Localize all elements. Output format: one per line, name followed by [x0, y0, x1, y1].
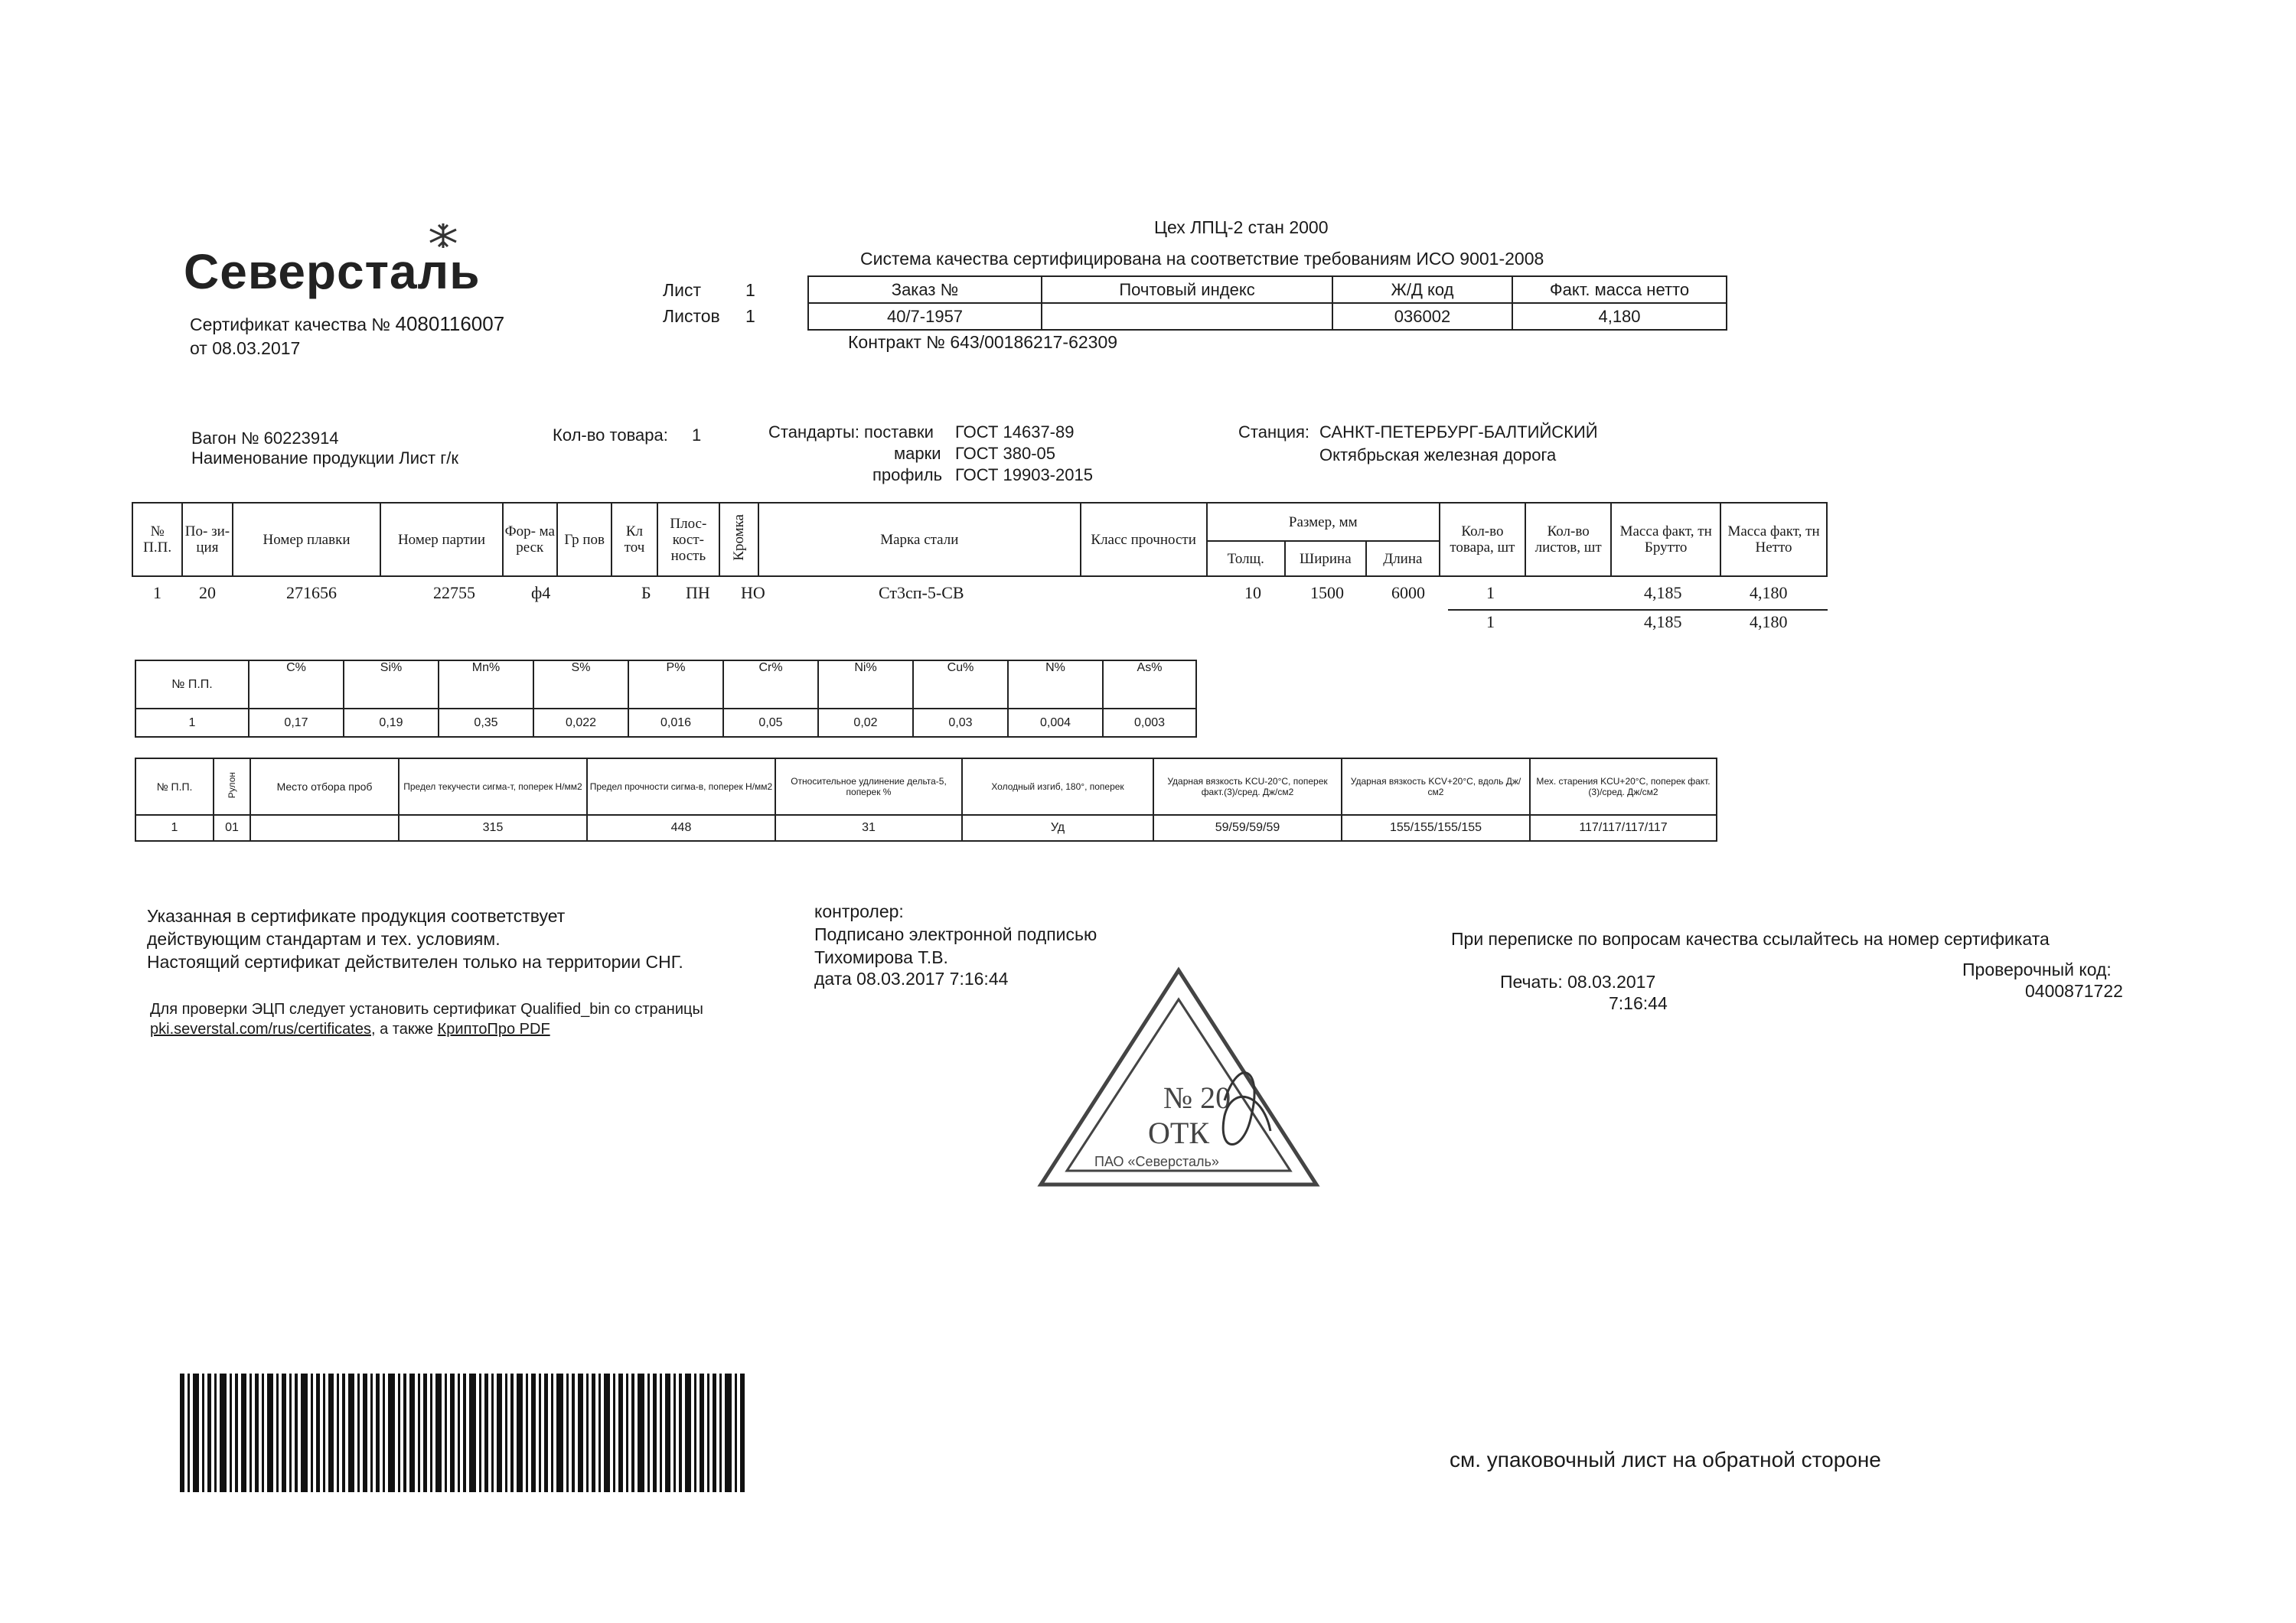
total-mass-net: 4,180: [1750, 612, 1788, 631]
mech-value-aging: 117/117/117/117: [1530, 815, 1717, 841]
railway-name: Октябрьская железная дорога: [1319, 445, 1557, 464]
col-cut-form: Фор- ма реск: [503, 503, 557, 576]
chem-header-n: N%: [1008, 660, 1103, 709]
col-batch: Номер партии: [380, 503, 502, 576]
order-header-postal: Почтовый индекс: [1042, 276, 1332, 303]
station-label: Станция:: [1238, 422, 1310, 442]
row-steel-grade: Ст3сп-5-СВ: [879, 583, 964, 602]
col-steel-grade: Марка стали: [758, 503, 1080, 576]
col-group: Гр пов: [557, 503, 612, 576]
col-flatness: Плос- кост- ность: [657, 503, 720, 576]
totals-row: [0, 612, 2296, 635]
chem-value-cr: 0,05: [723, 709, 818, 737]
row-cut-form: ф4: [531, 583, 551, 602]
col-heat: Номер плавки: [233, 503, 381, 576]
row-heat: 271656: [286, 583, 337, 602]
table-row: [0, 583, 2296, 606]
row-mass-net: 4,180: [1750, 583, 1788, 602]
totals-divider: [1448, 609, 1828, 611]
col-strength-class: Класс прочности: [1081, 503, 1207, 576]
barcode-image: [180, 1374, 746, 1492]
workshop-title: Цех ЛПЦ-2 стан 2000: [1154, 217, 1329, 237]
standards-profile-value: ГОСТ 19903-2015: [955, 465, 1093, 484]
col-mass-gross: Масса факт, тн Брутто: [1611, 503, 1720, 576]
mech-header-coil: [214, 758, 250, 815]
qty-label: Кол-во товара:: [553, 425, 668, 445]
row-edge: НО: [741, 583, 765, 602]
mech-value-yield: 315: [399, 815, 587, 841]
order-value-rail-code: 036002: [1332, 303, 1512, 330]
row-position: 20: [199, 583, 216, 602]
standards-supply-label: Стандарты: поставки: [768, 422, 934, 442]
col-size: Размер, мм: [1207, 503, 1440, 541]
order-header-net-mass: Факт. масса нетто: [1512, 276, 1727, 303]
controller-name: Тихомирова Т.В.: [814, 947, 948, 967]
order-header-rail-code: Ж/Д код: [1332, 276, 1512, 303]
sheet-label: Лист: [663, 280, 701, 300]
mech-value-impact-kcv: 155/155/155/155: [1342, 815, 1530, 841]
col-no: № П.П.: [132, 503, 182, 576]
chem-header-mn: Mn%: [439, 660, 533, 709]
product-name: Наименование продукции Лист г/к: [191, 448, 458, 468]
mech-value-elongation: 31: [775, 815, 962, 841]
total-qty-goods: 1: [1486, 612, 1495, 631]
chem-value-ni: 0,02: [818, 709, 913, 737]
chem-value-s: 0,022: [533, 709, 628, 737]
qty-value: 1: [692, 425, 702, 445]
mech-value-sampling-place: [250, 815, 399, 841]
row-thickness: 10: [1244, 583, 1261, 602]
standards-grade-value: ГОСТ 380-05: [955, 444, 1056, 463]
row-no: 1: [153, 583, 161, 602]
mech-value-tensile: 448: [587, 815, 775, 841]
mech-value-impact-kcu: 59/59/59/59: [1153, 815, 1342, 841]
signed-electronically: Подписано электронной подписью: [814, 924, 1097, 944]
order-value-net-mass: 4,180: [1512, 303, 1727, 330]
snowflake-logo-icon: [426, 220, 461, 251]
print-date: Печать: 08.03.2017: [1500, 972, 1656, 992]
chem-value-cu: 0,03: [913, 709, 1008, 737]
station-value: САНКТ-ПЕТЕРБУРГ-БАЛТИЙСКИЙ: [1319, 422, 1598, 442]
controller-label: контролер:: [814, 901, 904, 921]
col-class-accuracy: Кл точ: [612, 503, 657, 576]
company-logo-text: Северсталь: [184, 244, 481, 299]
chem-value-as: 0,003: [1103, 709, 1196, 737]
print-time: 7:16:44: [1609, 993, 1668, 1013]
certificate-number: 4080116007: [395, 312, 505, 335]
sheets-label: Листов: [663, 306, 720, 326]
mech-header-aging: Мех. старения KCU+20°C, поперек факт.(3)/сред. Дж/см2: [1530, 758, 1717, 815]
standards-profile-label: профиль: [872, 465, 943, 484]
order-value-postal: [1042, 303, 1332, 330]
chem-value-no: 1: [135, 709, 249, 737]
mech-header-no: № П.П.: [135, 758, 214, 815]
chem-value-c: 0,17: [249, 709, 344, 737]
row-mass-gross: 4,185: [1644, 583, 1682, 602]
mech-value-no: 1: [135, 815, 214, 841]
chem-header-c: C%: [249, 660, 344, 709]
col-length: Длина: [1366, 541, 1440, 576]
row-qty-goods: 1: [1486, 583, 1495, 602]
otk-stamp: [1033, 963, 1324, 1200]
row-width: 1500: [1310, 583, 1344, 602]
order-header-order: Заказ №: [808, 276, 1042, 303]
stamp-otk: ОТК: [1148, 1116, 1209, 1150]
col-edge: [719, 503, 758, 576]
col-qty-sheets: Кол-во листов, шт: [1525, 503, 1611, 576]
row-class-accuracy: Б: [641, 583, 651, 602]
col-qty-goods: Кол-во товара, шт: [1440, 503, 1525, 576]
chem-value-mn: 0,35: [439, 709, 533, 737]
ecp-note-line-2: [150, 1021, 550, 1038]
standards-grade-label: марки: [894, 444, 941, 463]
ecp-link-separator: , а также: [370, 1021, 438, 1038]
row-batch: 22755: [433, 583, 475, 602]
product-table: [132, 502, 1828, 577]
ecp-link-certificates[interactable]: pki.severstal.com/rus/certificates: [150, 1021, 371, 1038]
certificate-label: Сертификат качества №: [190, 314, 391, 334]
chem-header-s: S%: [533, 660, 628, 709]
conformity-line-1: Указанная в сертификате продукция соответствует: [147, 906, 566, 926]
mech-value-coil: 01: [214, 815, 250, 841]
mech-value-bend: Уд: [962, 815, 1153, 841]
mech-header-yield: Предел текучести сигма-т, поперек Н/мм2: [399, 758, 587, 815]
col-width: Ширина: [1285, 541, 1366, 576]
chem-header-as: As%: [1103, 660, 1196, 709]
conformity-line-3: Настоящий сертификат действителен только на территории СНГ.: [147, 952, 683, 972]
ecp-note-line-1: Для проверки ЭЦП следует установить сертификат Qualified_bin со страницы: [150, 1001, 703, 1018]
stamp-org: ПАО «Северсталь»: [1094, 1154, 1219, 1169]
standards-supply-value: ГОСТ 14637-89: [955, 422, 1075, 442]
col-thickness: Толщ.: [1207, 541, 1285, 576]
mech-header-elongation: Относительное удлинение дельта-5, поперек %: [775, 758, 962, 815]
chemical-composition-table: [135, 660, 1197, 738]
correspondence-note: При переписке по вопросам качества ссылайтесь на номер сертификата: [1451, 929, 2050, 949]
chem-value-si: 0,19: [344, 709, 439, 737]
mechanical-properties-table: [135, 758, 1717, 842]
chem-header-p: P%: [628, 660, 723, 709]
mech-header-impact-kcu: Ударная вязкость KCU-20°C, поперек факт.(3)/сред. Дж/см2: [1153, 758, 1342, 815]
ecp-link-cryptopro[interactable]: КриптоПро PDF: [437, 1021, 550, 1038]
chem-header-cr: Cr%: [723, 660, 818, 709]
row-length: 6000: [1391, 583, 1425, 602]
mech-header-tensile: Предел прочности сигма-в, поперек Н/мм2: [587, 758, 775, 815]
chem-value-p: 0,016: [628, 709, 723, 737]
mech-header-impact-kcv: Ударная вязкость KCV+20°C, вдоль Дж/см2: [1342, 758, 1530, 815]
mech-header-bend: Холодный изгиб, 180°, поперек: [962, 758, 1153, 815]
chem-value-n: 0,004: [1008, 709, 1103, 737]
check-code-value: 0400871722: [2025, 981, 2123, 1001]
certificate-date: от 08.03.2017: [190, 338, 301, 358]
controller-date: дата 08.03.2017 7:16:44: [814, 969, 1009, 989]
col-position: По- зи- ция: [182, 503, 232, 576]
conformity-line-2: действующим стандартам и тех. условиям.: [147, 929, 501, 949]
packing-list-note: см. упаковочный лист на обратной стороне: [1450, 1448, 1881, 1471]
contract-number: Контракт № 643/00186217-62309: [848, 332, 1118, 352]
mech-header-sampling-place: Место отбора проб: [250, 758, 399, 815]
stamp-number: № 20: [1163, 1080, 1231, 1115]
order-value-order: 40/7-1957: [808, 303, 1042, 330]
sheet-value: 1: [745, 280, 755, 300]
chem-header-cu: Cu%: [913, 660, 1008, 709]
chem-header-ni: Ni%: [818, 660, 913, 709]
wagon-number: Вагон № 60223914: [191, 429, 339, 448]
order-table: [807, 275, 1727, 331]
certificate-number-line: [190, 312, 504, 336]
chem-header-no: № П.П.: [135, 660, 249, 709]
col-mass-net: Масса факт, тн Нетто: [1720, 503, 1827, 576]
mech-header-coil-label: Рулон: [227, 772, 237, 799]
chem-header-si: Si%: [344, 660, 439, 709]
sheets-value: 1: [745, 306, 755, 326]
check-code-label: Проверочный код:: [1962, 960, 2112, 979]
quality-system-note: Система качества сертифицирована на соответствие требованиям ИСО 9001-2008: [860, 249, 1544, 269]
total-mass-gross: 4,185: [1644, 612, 1682, 631]
col-edge-label: Кромка: [731, 514, 748, 561]
row-flatness: ПН: [686, 583, 710, 602]
